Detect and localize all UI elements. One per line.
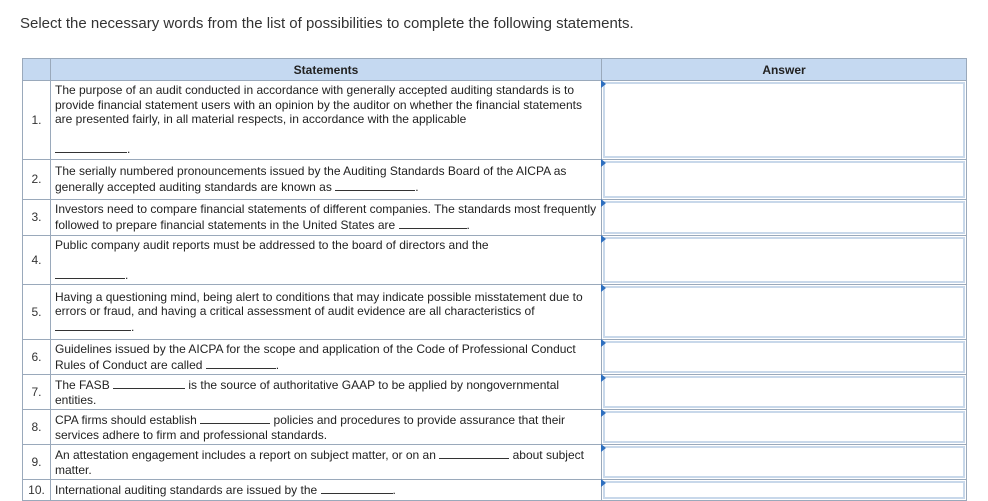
statements-table xyxy=(22,58,967,501)
dropdown-arrow-icon xyxy=(601,479,606,487)
number-column-header xyxy=(23,59,51,81)
statement-text xyxy=(51,285,602,340)
blank-line xyxy=(399,217,467,229)
answer-cell xyxy=(602,235,967,285)
table-row xyxy=(23,199,967,235)
statements-column-header: Statements xyxy=(51,59,602,81)
table-header-row xyxy=(23,59,967,81)
answer-dropdown[interactable] xyxy=(603,481,965,499)
dropdown-arrow-icon xyxy=(601,444,606,452)
answer-dropdown[interactable] xyxy=(603,446,965,478)
blank-line xyxy=(55,319,131,331)
statement-part-b: is the source of authoritative GAAP to be applied by nongovernmental entities. xyxy=(55,378,560,407)
answer-cell xyxy=(602,159,967,199)
row-number: 6. xyxy=(23,340,51,375)
blank-line xyxy=(335,179,415,191)
answer-dropdown[interactable] xyxy=(603,411,965,443)
table-row xyxy=(23,285,967,340)
table-row xyxy=(23,480,967,501)
statement-part-b: . xyxy=(131,319,135,334)
answer-dropdown[interactable] xyxy=(603,341,965,373)
dropdown-arrow-icon xyxy=(601,235,606,243)
statement-part-b: . xyxy=(415,179,419,194)
dropdown-arrow-icon xyxy=(601,199,606,207)
dropdown-arrow-icon xyxy=(601,339,606,347)
answer-dropdown[interactable] xyxy=(603,161,965,198)
answer-dropdown[interactable] xyxy=(603,237,965,284)
statement-part-a: The purpose of an audit conducted in accordance with generally accepted auditing standards is to provide financial statement users with an opinion by the auditor on whether the financial statements are presented fairly, in all material respects, in accordance with the applicable xyxy=(55,83,582,126)
answer-cell xyxy=(602,81,967,160)
statement-part-b: . xyxy=(466,217,470,232)
answer-cell xyxy=(602,340,967,375)
row-number: 10. xyxy=(23,480,51,501)
blank-line xyxy=(439,447,509,459)
row-number: 2. xyxy=(23,159,51,199)
statement-part-a: The FASB xyxy=(55,378,110,392)
table-row xyxy=(23,375,967,410)
statement-text xyxy=(51,81,602,160)
statement-part-a: Having a questioning mind, being alert to conditions that may indicate possible misstatement due to errors or fraud, and having a critical assessment of audit evidence are all characteristics of xyxy=(55,289,583,319)
blank-line xyxy=(55,141,127,153)
statement-part-b: . xyxy=(275,357,280,372)
answer-cell xyxy=(602,480,967,501)
blank-line xyxy=(200,412,270,424)
answer-cell xyxy=(602,375,967,410)
blank-line xyxy=(113,377,185,389)
statement-text xyxy=(51,159,602,199)
table-row xyxy=(23,159,967,199)
statement-part-b: . xyxy=(392,483,396,498)
dropdown-arrow-icon xyxy=(601,409,606,417)
blank-line xyxy=(321,482,393,494)
statement-part-a: Guidelines issued by the AICPA for the scope and application of the Code of Professional Conduct Rules of Conduct are called xyxy=(55,342,576,372)
statement-part-a: An attestation engagement includes a report on subject matter, or on an xyxy=(55,448,436,462)
answer-dropdown[interactable] xyxy=(603,286,965,338)
dropdown-arrow-icon xyxy=(601,80,606,88)
table-row xyxy=(23,445,967,480)
statement-text xyxy=(51,480,602,501)
table-row xyxy=(23,410,967,445)
row-number: 7. xyxy=(23,375,51,410)
statement-part-a: Investors need to compare financial statements of different companies. The standards most frequently followed to prepare financial statements in the United States are xyxy=(55,202,597,232)
statement-part-b: . xyxy=(127,142,131,156)
answer-cell xyxy=(602,445,967,480)
statement-text xyxy=(51,199,602,235)
blank-line xyxy=(55,267,125,279)
row-number: 4. xyxy=(23,235,51,285)
answer-cell xyxy=(602,285,967,340)
table-row xyxy=(23,235,967,285)
statement-part-a: The serially numbered pronouncements issued by the Auditing Standards Board of the AICPA as generally accepted auditing standards are known as xyxy=(55,164,567,194)
statement-part-a: CPA firms should establish xyxy=(55,413,197,427)
row-number: 3. xyxy=(23,199,51,235)
statement-part-a: International auditing standards are issued by the xyxy=(55,483,318,498)
row-number: 5. xyxy=(23,285,51,340)
statement-text xyxy=(51,235,602,285)
statement-text xyxy=(51,375,602,410)
answer-cell xyxy=(602,410,967,445)
dropdown-arrow-icon xyxy=(601,284,606,292)
statement-part-b: about subject matter. xyxy=(55,448,584,477)
dropdown-arrow-icon xyxy=(601,374,606,382)
row-number: 9. xyxy=(23,445,51,480)
answer-column-header: Answer xyxy=(602,59,967,81)
statement-part-b: policies and procedures to provide assurance that their services adhere to firm and professional standards. xyxy=(55,413,566,442)
dropdown-arrow-icon xyxy=(601,159,606,167)
row-number: 1. xyxy=(23,81,51,160)
blank-line xyxy=(206,357,276,369)
instruction-text: Select the necessary words from the list of possibilities to complete the following statements. xyxy=(20,15,634,32)
statement-part-b: . xyxy=(125,267,129,282)
answer-dropdown[interactable] xyxy=(603,82,965,158)
row-number: 8. xyxy=(23,410,51,445)
statement-text xyxy=(51,410,602,445)
statement-text xyxy=(51,445,602,480)
statement-text xyxy=(51,340,602,375)
answer-dropdown[interactable] xyxy=(603,376,965,408)
table-row xyxy=(23,340,967,375)
statement-part-a: Public company audit reports must be addressed to the board of directors and the xyxy=(55,237,489,252)
table-row xyxy=(23,81,967,160)
answer-cell xyxy=(602,199,967,235)
answer-dropdown[interactable] xyxy=(603,201,965,234)
